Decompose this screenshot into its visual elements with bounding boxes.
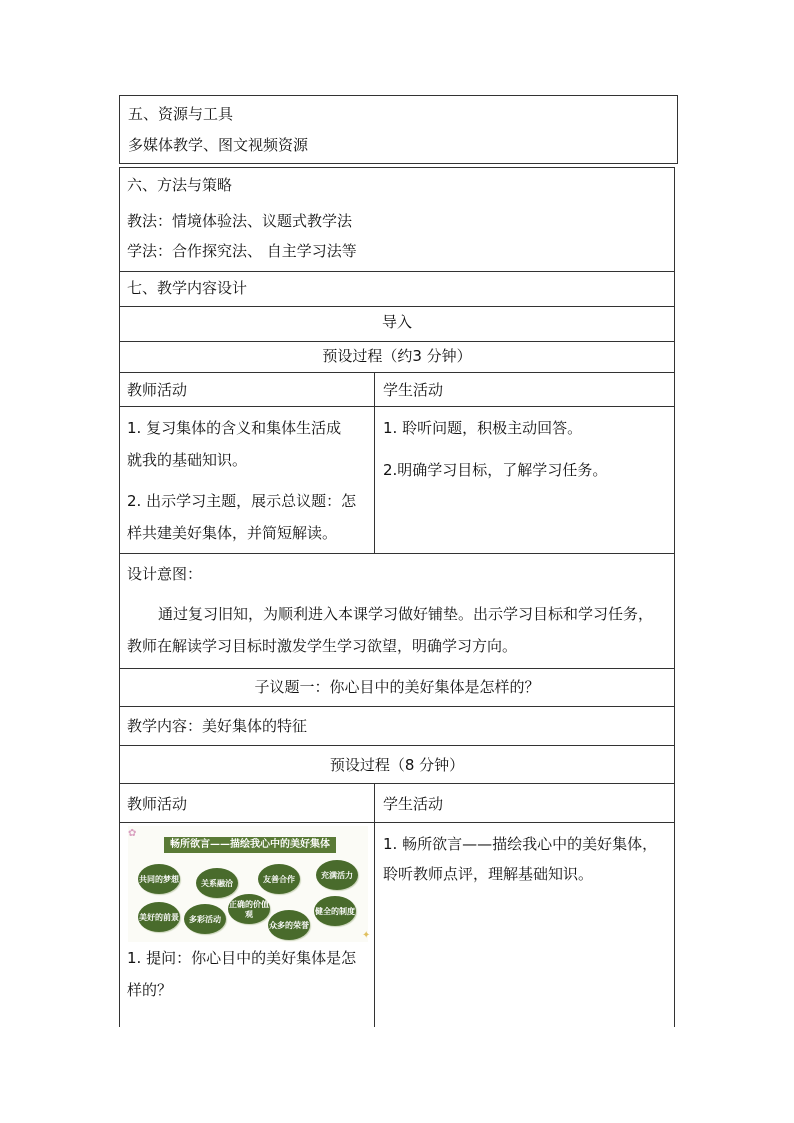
trait-oval: 美好的前景 xyxy=(138,902,180,932)
trait-oval: 众多的荣誉 xyxy=(268,910,310,940)
teacher2-line2: 样的？ xyxy=(127,981,173,999)
student-col-header2: 学生活动 xyxy=(383,795,444,813)
divider xyxy=(119,406,675,407)
collective-traits-image xyxy=(128,826,371,942)
column-divider xyxy=(374,372,375,553)
divider xyxy=(119,745,675,746)
divider xyxy=(119,553,675,554)
intro-teacher-item2-line1: 2. 出示学习主题，展示总议题：怎 xyxy=(127,492,357,510)
intro-teacher-item1-line1: 1. 复习集体的含义和集体生活成 xyxy=(127,419,342,437)
learning-method: 学法：合作探究法、 自主学习法等 xyxy=(127,242,357,260)
process2: 预设过程（8 分钟） xyxy=(329,756,465,774)
divider xyxy=(119,372,675,373)
column-divider xyxy=(374,783,375,1027)
section7-heading: 七、教学内容设计 xyxy=(127,279,248,297)
teacher2-line1: 1. 提问：你心目中的美好集体是怎 xyxy=(127,949,357,967)
sub-topic1: 子议题一：你心目中的美好集体是怎样的？ xyxy=(254,678,540,696)
divider xyxy=(119,341,675,342)
trait-oval: 健全的制度 xyxy=(314,896,356,926)
trait-oval: 多彩活动 xyxy=(184,904,226,934)
intro-teacher-item2-line2: 样共建美好集体，并简短解读。 xyxy=(127,524,338,542)
student2-line2: 聆听教师点评，理解基础知识。 xyxy=(383,865,594,883)
divider xyxy=(119,668,675,669)
intro-title: 导入 xyxy=(381,313,412,331)
design-intent-label: 设计意图： xyxy=(127,565,203,583)
section5-content: 多媒体教学、图文视频资源 xyxy=(128,136,309,154)
trait-oval: 充满活力 xyxy=(316,860,358,890)
divider xyxy=(119,822,675,823)
teaching-method: 教法：情境体验法、议题式教学法 xyxy=(127,212,353,230)
intro-student-item1: 1. 聆听问题，积极主动回答。 xyxy=(383,419,583,437)
divider xyxy=(119,783,675,784)
section5-heading: 五、资源与工具 xyxy=(128,105,234,123)
divider xyxy=(119,271,675,272)
design-intent-line1: 通过复习旧知，为顺利进入本课学习做好铺垫。出示学习目标和学习任务， xyxy=(158,605,654,623)
trait-oval: 正确的价值观 xyxy=(228,894,270,924)
section5-box xyxy=(119,95,678,164)
image-title: 畅所欲言——描绘我心中的美好集体 xyxy=(164,837,336,853)
student2-line1: 1. 畅所欲言——描绘我心中的美好集体， xyxy=(383,835,658,853)
leaf-decoration-icon: ✦ xyxy=(362,930,371,941)
intro-student-item2: 2.明确学习目标，了解学习任务。 xyxy=(383,461,608,479)
intro-teacher-item1-line2: 就我的基础知识。 xyxy=(127,451,248,469)
trait-oval: 关系融洽 xyxy=(196,868,238,898)
leaf-decoration-icon: ✿ xyxy=(128,828,137,839)
divider xyxy=(119,706,675,707)
design-intent-line2: 教师在解读学习目标时激发学生学习欲望，明确学习方向。 xyxy=(127,637,518,655)
teacher-col-header2: 教师活动 xyxy=(127,795,188,813)
divider xyxy=(119,306,675,307)
teaching-content: 教学内容：美好集体的特征 xyxy=(127,717,308,735)
trait-oval: 友善合作 xyxy=(258,864,300,894)
teacher-col-header: 教师活动 xyxy=(127,381,188,399)
intro-process: 预设过程（约3 分钟） xyxy=(322,347,472,365)
section6-heading: 六、方法与策略 xyxy=(127,176,233,194)
student-col-header: 学生活动 xyxy=(383,381,444,399)
trait-oval: 共同的梦想 xyxy=(138,864,180,894)
